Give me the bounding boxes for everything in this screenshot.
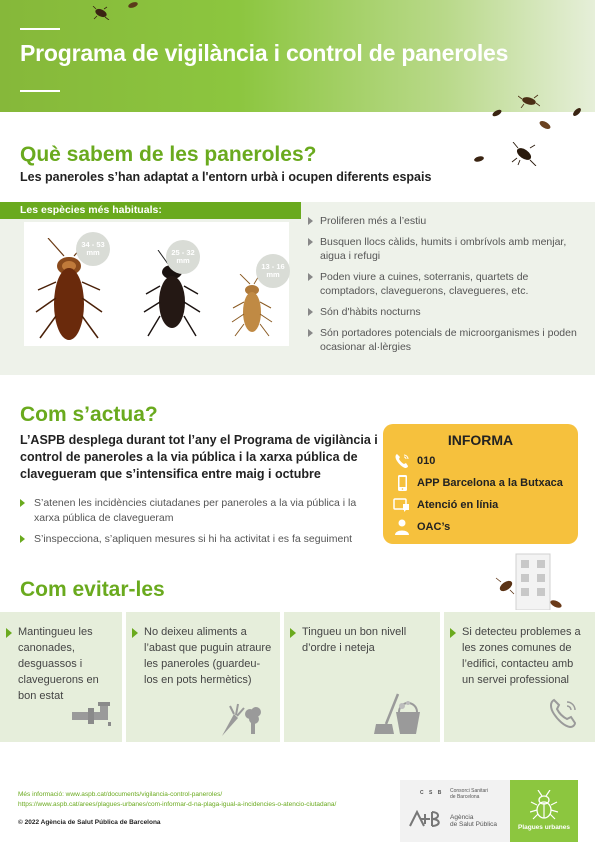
card-text: Tingueu un bon nivell d’ordre i neteja xyxy=(302,626,407,654)
bullet-arrow-icon xyxy=(308,329,313,337)
list-item xyxy=(20,496,380,526)
cockroach-icon xyxy=(126,0,140,10)
prevention-card xyxy=(444,612,595,742)
informa-item-label: Atenció en línia xyxy=(417,499,499,511)
list-item xyxy=(20,532,380,547)
plagues-urbanes-badge xyxy=(510,780,578,842)
page-title: Programa de vigilància i control de paneroles xyxy=(20,40,509,66)
size-unit: mm xyxy=(266,270,280,279)
mobile-app-icon xyxy=(393,474,411,492)
bullet-arrow-icon xyxy=(20,499,25,507)
plagues-label: Plagues urbanes xyxy=(517,824,571,831)
cockroach-icon xyxy=(536,118,554,132)
section2-intro: L’ASPB desplega durant tot l’any el Programa de vigilància i control de paneroles a la via pública i la xarxa pública de claveguera​m que s’intensifica entre maig i octubre xyxy=(20,433,378,481)
species-label: Les espècies més habituals: xyxy=(0,202,301,219)
fact-text: Són portadores potencials de microorganismes i poden ocasionar al·lèrgies xyxy=(320,327,577,353)
informa-title: INFORMA xyxy=(447,432,514,448)
bullet-arrow-icon xyxy=(450,628,456,638)
partner-logos xyxy=(400,780,510,842)
informa-item-label: 010 xyxy=(417,455,436,467)
size-value: 25 - 32 xyxy=(171,248,195,257)
informa-item-label: OAC’s xyxy=(417,521,451,533)
bullet-arrow-icon xyxy=(308,273,313,281)
header-rule-bottom xyxy=(20,90,60,92)
incidents-link[interactable]: https://www.aspb.cat/arees/plagues-urbanes/com-informar-d-na-plaga-igual-a-incidencies-o-atencio-ciutadana/ xyxy=(18,801,337,808)
bullet-arrow-icon xyxy=(6,628,12,638)
informa-item-online[interactable] xyxy=(393,496,498,514)
bullet-arrow-icon xyxy=(20,535,25,543)
card-text: Si detecteu problemes a les zones comunes de l’edifici, contacteu amb un servei professional xyxy=(462,626,581,686)
header-banner xyxy=(0,0,595,112)
fact-text: Poden viure a cuines, soterranis, quartets de comptadors, claveguerons, clavegueres, etc. xyxy=(320,271,529,297)
pipe-icon xyxy=(70,700,116,730)
list-item xyxy=(302,235,587,263)
list-item xyxy=(302,326,587,354)
csb-logo-mark: C S B xyxy=(420,790,444,796)
bullet-arrow-icon xyxy=(308,238,313,246)
list-item xyxy=(302,305,587,319)
prevention-card xyxy=(0,612,122,742)
header-rule-top xyxy=(20,28,60,30)
size-value: 34 - 53 xyxy=(81,240,105,249)
facts-list xyxy=(302,214,587,361)
informa-item-phone[interactable] xyxy=(393,452,435,470)
fact-text: Proliferen més a l’estiu xyxy=(320,215,427,227)
online-chat-icon xyxy=(393,496,411,514)
more-info-link[interactable]: Més informació: www.aspb.cat/documents/vigilancia-control-paneroles/ xyxy=(18,791,223,798)
csb-logo-name xyxy=(450,788,488,800)
csb-name-line: de Barcelona xyxy=(450,794,480,800)
size-badge xyxy=(256,254,290,288)
phone-call-icon xyxy=(548,696,580,730)
species-photo-area xyxy=(24,222,289,346)
cleaning-bucket-icon xyxy=(372,692,424,736)
cockroach-icon xyxy=(518,94,540,108)
bullet-arrow-icon xyxy=(308,308,313,316)
fact-text: Són d'hàbits nocturns xyxy=(320,306,421,318)
size-unit: mm xyxy=(176,256,190,265)
size-badge xyxy=(76,232,110,266)
size-badge xyxy=(166,240,200,274)
informa-item-app[interactable] xyxy=(393,474,563,492)
section-subtitle: Les paneroles s’han adaptat a l'entorn urbà i ocupen diferents espais xyxy=(20,170,432,184)
list-item xyxy=(302,214,587,228)
cockroach-icon xyxy=(490,108,504,118)
fact-text: Busquen llocs càlids, humits i ombrívols amb menjar, aigua i refugi xyxy=(320,236,567,262)
bullet-arrow-icon xyxy=(290,628,296,638)
informa-item-label: APP Barcelona a la Butxaca xyxy=(417,477,563,489)
list-item xyxy=(302,270,587,298)
copyright: © 2022 Agència de Salut Pública de Barcelona xyxy=(18,819,161,826)
footer-links xyxy=(18,790,336,810)
section-title-how-we-act: Com s’actua? xyxy=(20,403,158,426)
csb-name-line: Consorci Sanitari xyxy=(450,788,489,794)
cockroach-icon xyxy=(570,106,584,118)
bullet-arrow-icon xyxy=(132,628,138,638)
bullet-arrow-icon xyxy=(308,217,313,225)
size-value: 13 - 16 xyxy=(261,262,285,271)
informa-box xyxy=(383,424,578,544)
vegetables-icon xyxy=(218,702,264,738)
card-text: No deixeu aliments a l’abast que puguin atraure les paneroles (guardeu-los en pots hermètics) xyxy=(144,626,272,686)
prevention-cards xyxy=(0,612,595,742)
person-icon xyxy=(393,518,411,536)
aspb-name-line: Agència xyxy=(450,814,474,821)
prevention-card xyxy=(126,612,280,742)
section-title-how-to-avoid: Com evitar-les xyxy=(20,578,165,601)
size-unit: mm xyxy=(86,248,100,257)
actions-list xyxy=(20,496,380,553)
action-text: S’atenen les incidències ciutadanes per paneroles a la via pública i la xarxa pública de claveguera​m xyxy=(34,497,357,524)
plagues-cockroach-icon xyxy=(530,790,558,820)
card-text: Mantingueu les canonades, desguassos i claveguerons en bon estat xyxy=(18,626,99,702)
aspb-name-line: de Salut Pública xyxy=(450,821,497,828)
informa-item-oac[interactable] xyxy=(393,518,450,536)
cockroach-icon xyxy=(510,142,538,166)
section-title-what-we-know: Què sabem de les paneroles? xyxy=(20,143,317,166)
building-icon xyxy=(494,552,566,610)
cockroach-icon xyxy=(92,6,110,20)
aspb-logo-icon xyxy=(408,810,444,828)
phone-icon xyxy=(393,452,411,470)
cockroach-icon xyxy=(472,154,486,164)
action-text: S’inspecciona, s’apliquen mesures si hi ha activitat i es fa seguiment xyxy=(34,533,353,545)
prevention-card xyxy=(284,612,440,742)
aspb-logo-name xyxy=(450,814,497,828)
